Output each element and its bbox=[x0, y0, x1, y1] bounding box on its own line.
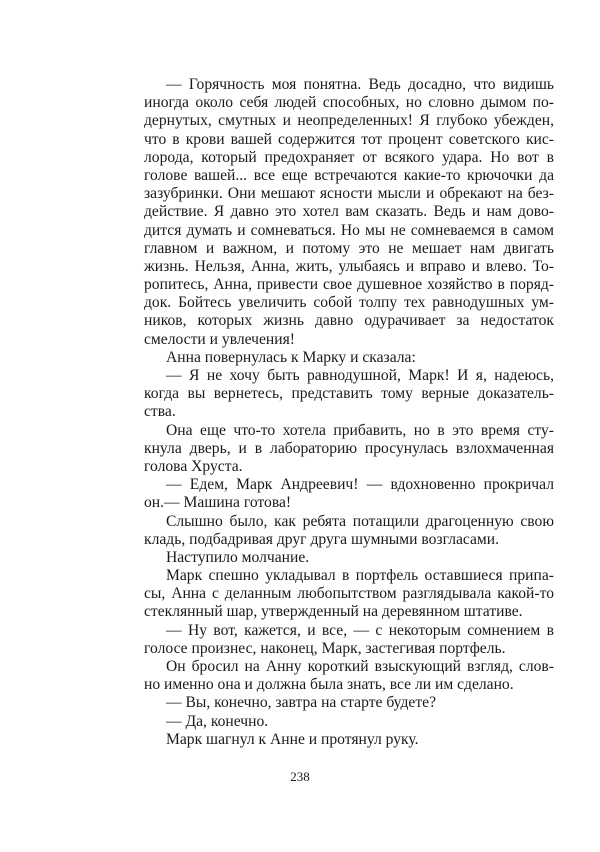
page-number: 238 bbox=[290, 769, 310, 784]
text-line: жизнь. Нельзя, Анна, жить, улыбаясь и вправо и влево. То- bbox=[144, 257, 554, 275]
text-line: главном и важном, и потому это не мешает нам двигать bbox=[144, 239, 554, 257]
text-line: он.— Машина готова! bbox=[144, 494, 292, 512]
text-line: Марк спешно укладывал в портфель оставшиеся припа- bbox=[166, 567, 554, 585]
text-line: док. Бойтесь увеличить собой толпу тех равнодушных ум- bbox=[144, 294, 554, 312]
text-line: голове вашей... все еще встречаются какие-то крючочки да bbox=[144, 166, 554, 184]
text-line: когда вы вернетесь, представить тому верные доказатель- bbox=[144, 385, 554, 403]
text-line: голосе произнес, наконец, Марк, застегивая портфель. bbox=[144, 639, 506, 657]
text-line: иногда около себя людей способных, но словно дымом по- bbox=[144, 94, 554, 112]
text-line: — Едем, Марк Андреевич! — вдохновенно прокричал bbox=[166, 476, 554, 494]
text-line: Слышно было, как ребята потащили драгоценную свою bbox=[166, 512, 554, 530]
text-line: зазубринки. Они мешают ясности мысли и обрекают на без- bbox=[144, 185, 554, 203]
text-line: лорода, который предохраняет от всякого удара. Но вот в bbox=[144, 148, 554, 166]
text-line: ства. bbox=[144, 403, 176, 421]
text-line: Он бросил на Анну короткий взыскующий взгляд, слов- bbox=[166, 658, 554, 675]
text-line: кладь, подбадривая друг друга шумными возгласами. bbox=[144, 530, 500, 548]
text-line: сы, Анна с деланным любопытством разглядывала какой-то bbox=[144, 585, 554, 603]
text-line: — Ну вот, кажется, и все, — с некоторым сомнением в bbox=[166, 621, 554, 639]
text-line: Наступило молчание. bbox=[166, 548, 310, 566]
text-line: Марк шагнул к Анне и протянул руку. bbox=[166, 730, 419, 748]
text-line: дернутых, смутных и неопределенных! Я глубоко убежден, bbox=[144, 112, 554, 130]
text-line: дится думать и сомневаться. Но мы не сомневаемся в самом bbox=[144, 221, 554, 239]
text-line: Анна повернулась к Марку и сказала: bbox=[166, 348, 416, 366]
text-line: но именно она и должна была знать, все ли им сделано. bbox=[144, 676, 514, 694]
text-line: голова Хруста. bbox=[144, 457, 243, 475]
text-line: Она еще что-то хотела прибавить, но в это время сту- bbox=[166, 421, 554, 439]
text-line: — Горячность моя понятна. Ведь досадно, что видишь bbox=[166, 76, 554, 93]
text-line: действие. Я давно это хотел вам сказать. Ведь и нам дово- bbox=[144, 203, 554, 221]
text-line: стеклянный шар, утвержденный на деревянном штативе. bbox=[144, 603, 523, 621]
body-text bbox=[144, 76, 554, 749]
text-line: — Да, конечно. bbox=[166, 712, 269, 730]
text-line: — Вы, конечно, завтра на старте будете? bbox=[166, 694, 436, 712]
text-line: смелости и увлечения! bbox=[144, 330, 295, 348]
text-line: кнула дверь, и в лабораторию просунулась взлохмаченная bbox=[144, 439, 554, 457]
text-line: ников, которых жизнь давно одурачивает за недостаток bbox=[144, 312, 554, 330]
text-line: что в крови вашей содержится тот процент советского кис- bbox=[144, 130, 554, 148]
text-line: — Я не хочу быть равнодушной, Марк! И я, надеюсь, bbox=[166, 367, 554, 384]
text-line: ропитесь, Анна, привести свое душевное хозяйство в поряд- bbox=[144, 276, 554, 294]
